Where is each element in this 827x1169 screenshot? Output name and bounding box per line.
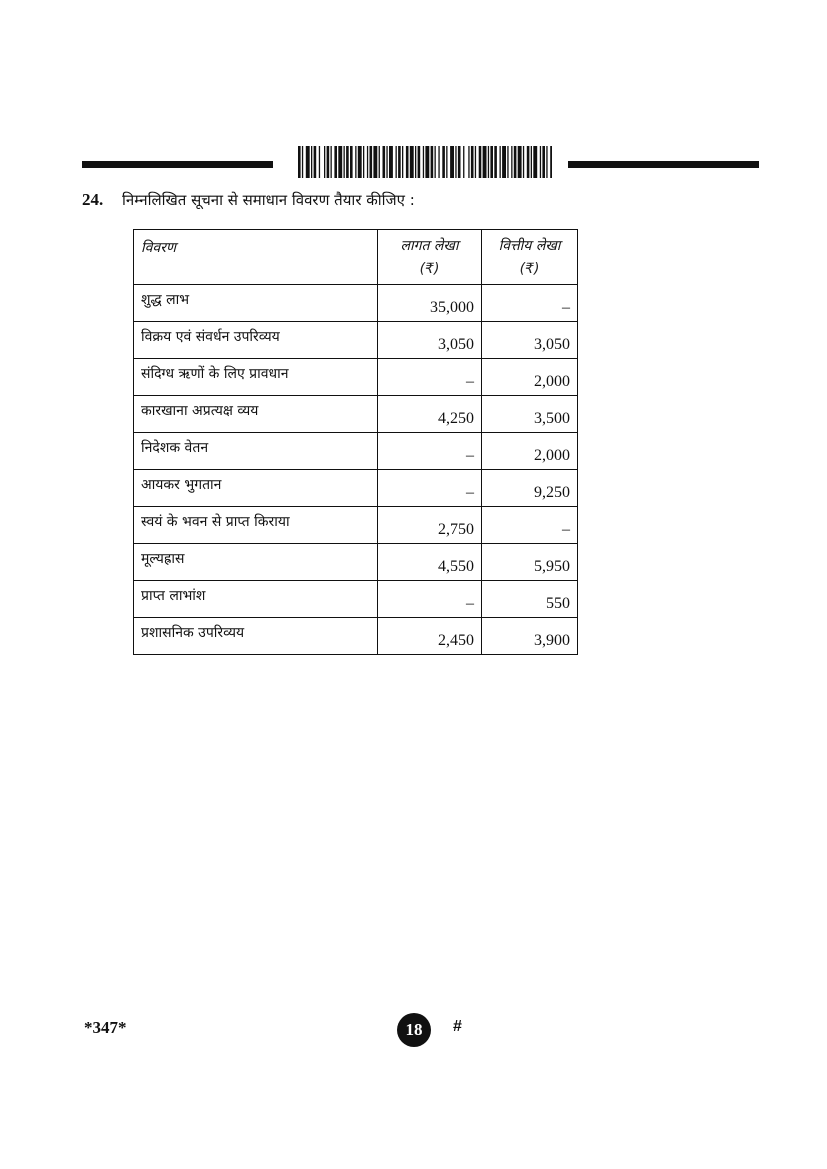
table-row <box>134 359 578 396</box>
barcode-bar <box>367 146 368 178</box>
row-cost-value: – <box>378 581 482 618</box>
barcode-bar <box>500 146 501 178</box>
table-row <box>134 433 578 470</box>
barcode-bar <box>458 146 461 178</box>
row-financial-value: 2,000 <box>482 433 578 470</box>
barcode-bar <box>431 146 434 178</box>
barcode-bar <box>406 146 409 178</box>
barcode-bar <box>358 146 362 178</box>
row-financial-value: 3,050 <box>482 322 578 359</box>
table-row <box>134 581 578 618</box>
row-particular: संदिग्ध ऋणों के लिए प्रावधान <box>134 359 378 396</box>
barcode-bar <box>502 146 506 178</box>
barcode-bar <box>542 146 545 178</box>
page-number-badge: 18 <box>397 1013 431 1047</box>
barcode-bar <box>396 146 397 178</box>
row-particular: निदेशक वेतन <box>134 433 378 470</box>
barcode <box>298 146 552 178</box>
barcode-bar <box>463 146 464 178</box>
table-row <box>134 470 578 507</box>
table-row <box>134 396 578 433</box>
row-financial-value: 3,900 <box>482 618 578 655</box>
row-particular: स्वयं के भवन से प्राप्त किराया <box>134 507 378 544</box>
row-particular: आयकर भुगतान <box>134 470 378 507</box>
row-cost-value: 4,250 <box>378 396 482 433</box>
barcode-bar <box>363 146 364 178</box>
question-text: निम्नलिखित सूचना से समाधान विवरण तैयार कीजिए : <box>122 191 415 209</box>
row-particular: मूल्यह्रास <box>134 544 378 581</box>
barcode-bar <box>523 146 524 178</box>
barcode-bar <box>370 146 373 178</box>
row-financial-value: – <box>482 507 578 544</box>
barcode-bar <box>302 146 303 178</box>
table-row <box>134 618 578 655</box>
barcode-bar <box>311 146 312 178</box>
row-cost-value: 3,050 <box>378 322 482 359</box>
row-financial-value: 2,000 <box>482 359 578 396</box>
reconciliation-table <box>133 229 578 655</box>
barcode-bar <box>306 146 310 178</box>
barcode-bar <box>344 146 345 178</box>
table-row <box>134 285 578 322</box>
row-financial-value: – <box>482 285 578 322</box>
barcode-bar <box>533 146 537 178</box>
row-particular: प्रशासनिक उपरिव्यय <box>134 618 378 655</box>
barcode-bar <box>355 146 356 178</box>
question-24 <box>82 190 415 210</box>
barcode-bar <box>373 146 377 178</box>
barcode-bar <box>389 146 393 178</box>
barcode-bar <box>511 146 512 178</box>
table-row <box>134 544 578 581</box>
barcode-bar <box>386 146 387 178</box>
barcode-bar <box>507 146 508 178</box>
barcode-bar <box>346 146 349 178</box>
question-number: 24. <box>82 190 104 209</box>
barcode-bar <box>415 146 416 178</box>
barcode-bar <box>550 146 552 178</box>
barcode-bar <box>402 146 403 178</box>
barcode-bar <box>518 146 522 178</box>
row-cost-value: – <box>378 433 482 470</box>
barcode-bar <box>468 146 469 178</box>
barcode-bar <box>527 146 530 178</box>
header-financial-accounts: वित्तीय लेखा (₹) <box>482 230 578 285</box>
barcode-bar <box>475 146 476 178</box>
row-particular: शुद्ध लाभ <box>134 285 378 322</box>
header-particulars: विवरण <box>134 230 378 285</box>
row-particular: प्राप्त लाभांश <box>134 581 378 618</box>
row-financial-value: 3,500 <box>482 396 578 433</box>
barcode-bar <box>423 146 424 178</box>
barcode-bar <box>379 146 380 178</box>
row-particular: कारखाना अप्रत्यक्ष व्यय <box>134 396 378 433</box>
row-financial-value: 9,250 <box>482 470 578 507</box>
barcode-bar <box>398 146 401 178</box>
barcode-bar <box>319 146 320 178</box>
barcode-bar <box>479 146 482 178</box>
row-financial-value: 5,950 <box>482 544 578 581</box>
barcode-bar <box>418 146 421 178</box>
barcode-bar <box>490 146 493 178</box>
barcode-bar <box>455 146 456 178</box>
barcode-bar <box>514 146 517 178</box>
barcode-bar <box>410 146 414 178</box>
barcode-bar <box>488 146 489 178</box>
row-cost-value: 2,750 <box>378 507 482 544</box>
header-rule-left <box>82 161 273 168</box>
barcode-bar <box>483 146 487 178</box>
barcode-bar <box>425 146 429 178</box>
paper-code: *347* <box>84 1018 127 1037</box>
table-row <box>134 507 578 544</box>
barcode-bar <box>314 146 317 178</box>
barcode-bar <box>383 146 386 178</box>
barcode-bar <box>531 146 532 178</box>
barcode-bar <box>540 146 541 178</box>
row-financial-value: 550 <box>482 581 578 618</box>
row-cost-value: 35,000 <box>378 285 482 322</box>
barcode-bar <box>331 146 332 178</box>
row-cost-value: 4,550 <box>378 544 482 581</box>
barcode-bar <box>338 146 342 178</box>
barcode-bar <box>327 146 330 178</box>
barcode-bar <box>350 146 353 178</box>
table-header-row <box>134 230 578 285</box>
hash-mark: # <box>453 1018 462 1035</box>
row-cost-value: 2,450 <box>378 618 482 655</box>
barcode-bar <box>450 146 454 178</box>
barcode-bar <box>442 146 445 178</box>
barcode-bar <box>471 146 474 178</box>
header-cost-accounts: लागत लेखा (₹) <box>378 230 482 285</box>
barcode-bar <box>298 146 301 178</box>
barcode-bar <box>334 146 337 178</box>
header-rule-right <box>568 161 759 168</box>
barcode-bar <box>435 146 436 178</box>
row-particular: विक्रय एवं संवर्धन उपरिव्यय <box>134 322 378 359</box>
row-cost-value: – <box>378 359 482 396</box>
barcode-bar <box>438 146 439 178</box>
barcode-bar <box>546 146 547 178</box>
barcode-bar <box>324 146 325 178</box>
row-cost-value: – <box>378 470 482 507</box>
table-row <box>134 322 578 359</box>
barcode-bar <box>446 146 447 178</box>
barcode-bar <box>494 146 497 178</box>
